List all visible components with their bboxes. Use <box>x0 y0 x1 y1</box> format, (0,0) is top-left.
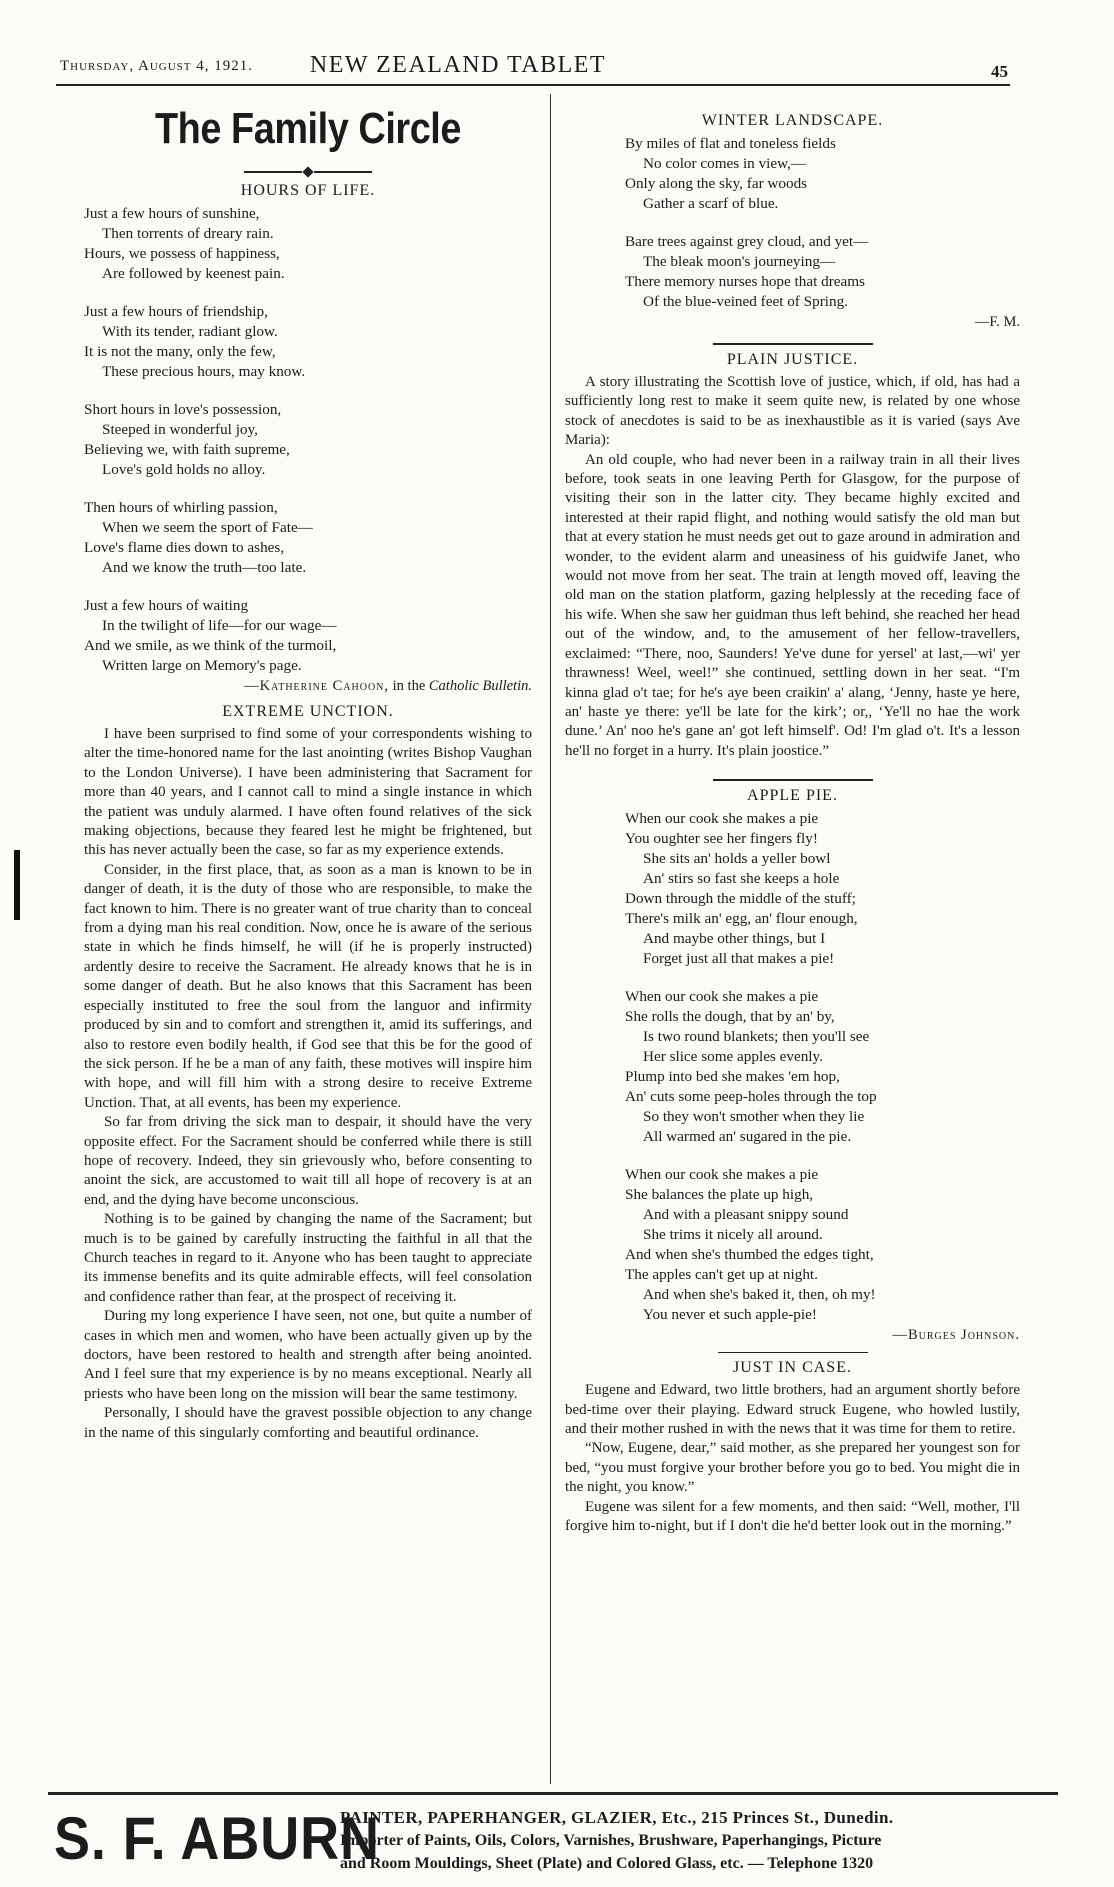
margin-mark <box>14 850 20 920</box>
paragraph: Eugene was silent for a few moments, and then said: “Well, mother, I'll forgive him to-night, but if I don't die he'd better look out in the morning.” <box>565 1498 1020 1534</box>
verse-line: Are followed by keenest pain. <box>102 265 285 282</box>
advertiser-name: S. F. ABURN <box>54 1805 380 1872</box>
verse-line: Then torrents of dreary rain. <box>102 225 274 242</box>
verse-line: Only along the sky, far woods <box>625 175 808 192</box>
verse-line: Believing we, with faith supreme, <box>84 441 290 458</box>
article-title: PLAIN JUSTICE. <box>726 351 859 368</box>
verse-line: These precious hours, may know. <box>102 363 306 380</box>
verse-line: When our cook she makes a pie <box>625 810 819 828</box>
stanza <box>84 302 532 382</box>
verse-line: In the twilight of life—for our wage— <box>102 617 337 634</box>
verse-line: All warmed an' sugared in the pie. <box>643 1128 852 1146</box>
ad-line: Importer of Paints, Oils, Colors, Varnishes, Brushware, Paperhangings, Picture <box>340 1832 882 1849</box>
verse-line: Love's flame dies down to ashes, <box>84 539 285 556</box>
verse-line: Gather a scarf of blue. <box>643 195 779 212</box>
poem-author: —Burges Johnson. <box>892 1327 1020 1344</box>
verse-line: She rolls the dough, that by an' by, <box>625 1008 835 1026</box>
article-plain-justice <box>565 351 1020 761</box>
stanza <box>84 596 532 676</box>
paragraph: A story illustrating the Scottish love of justice, which, if old, has had a sufficiently long rest to make it seem quite new, is related by one whose stock of anecdotes is said to be as inexhaustible as it is varied (says Ave Maria): <box>565 374 1020 449</box>
right-column <box>565 110 1020 1536</box>
verse-line: Just a few hours of friendship, <box>84 303 268 320</box>
poem-winter-landscape <box>565 112 1020 331</box>
paragraph: I have been surprised to find some of your correspondents wishing to alter the time-honored name for the last anointing (writes Bishop Vaughan to the London Universe). I have been administering that Sacrament for more than 40 years, and I cannot call to mind a single instance in which the patient was unduly alarmed. I have often found relatives of the sick making objections, because they feared lest he might be frightened, but this has never actually been the case, so far as my experience extends. <box>84 726 532 859</box>
verse-line: Written large on Memory's page. <box>102 657 302 674</box>
verse-line: When our cook she makes a pie <box>625 1166 819 1184</box>
poem-apple-pie <box>565 787 1020 1344</box>
verse-line: And maybe other things, but I <box>643 930 826 948</box>
paragraph: During my long experience I have seen, not one, but quite a number of cases in which men and women, who have been actually given up by the doctors, have been restored to health and strength after being anointed. And I feel sure that my experience is by no means exceptional. Nearly all priests who have been long on the mission will bear the same testimony. <box>84 1308 532 1402</box>
paragraph: “Now, Eugene, dear,” said mother, as she prepared her youngest son for bed, “you must forgive your brother before you go to bed. You might die in the night, you know.” <box>565 1440 1020 1496</box>
verse-line: When our cook she makes a pie <box>625 988 819 1006</box>
paragraph: Consider, in the first place, that, as soon as a man is known to be in danger of death, it is the duty of those who are responsible, to make the fact known to him. There is no greater want of true charity than to conceal from a dying man his real condition. Now, once he is aware of the serious state in which he finds himself, he will (if he is properly instructed) ardently desire to receive the Sacrament. He already knows that he is in some danger of death. But he also knows that this Sacrament has been especially instituted to free the soul from the languor and infirmity produced by sin and to comfort and strengthen it, amid its sufferings, and also to restore even bodily health, if God see that this be for the good of the sick person. If he be a man of any faith, these motives will inspire him with hope, and will fill him with a strong desire to receive Extreme Unction. That, at all events, has been my experience. <box>84 861 532 1111</box>
verse-line: Plump into bed she makes 'em hop, <box>625 1068 840 1086</box>
verse-line: Then hours of whirling passion, <box>84 499 278 516</box>
article-extreme-unction <box>84 703 532 1443</box>
section-divider <box>713 343 873 345</box>
page-header <box>48 48 1008 84</box>
poem-title: HOURS OF LIFE. <box>240 182 376 199</box>
poem-attribution <box>84 678 532 695</box>
article-title: JUST IN CASE. <box>733 1359 852 1377</box>
issue-date: Thursday, August 4, 1921. <box>60 58 253 74</box>
poem-body <box>565 809 1020 1325</box>
verse-line: There memory nurses hope that dreams <box>625 273 865 290</box>
poem-body <box>84 204 532 676</box>
verse-line: The bleak moon's journeying— <box>643 253 836 270</box>
article-just-in-case <box>565 1359 1020 1536</box>
verse-line: An' stirs so fast she keeps a hole <box>643 870 840 888</box>
verse-line: Down through the middle of the stuff; <box>625 890 856 908</box>
verse-line: Just a few hours of sunshine, <box>84 205 260 222</box>
poem-title: APPLE PIE. <box>747 787 838 805</box>
source-title: Catholic Bulletin. <box>428 678 532 694</box>
column-divider <box>550 94 551 1784</box>
verse-line: And when she's baked it, then, oh my! <box>643 1286 876 1304</box>
paragraph: Personally, I should have the gravest possible objection to any change in the name of this singularly comforting and beautiful ordinance. <box>84 1405 532 1441</box>
verse-line: Just a few hours of waiting <box>84 597 249 614</box>
verse-line: When we seem the sport of Fate— <box>102 519 313 536</box>
verse-line: Short hours in love's possession, <box>84 401 282 418</box>
verse-line: And with a pleasant snippy sound <box>643 1206 849 1224</box>
title-ornament <box>84 168 532 176</box>
poem-author: —Katherine Cahoon, <box>244 678 390 694</box>
stanza <box>84 400 532 480</box>
verse-line: By miles of flat and toneless fields <box>625 135 836 152</box>
verse-line: Of the blue-veined feet of Spring. <box>643 293 848 310</box>
source-prefix: in the <box>392 678 426 694</box>
verse-line: Is two round blankets; then you'll see <box>643 1028 870 1046</box>
poem-hours-of-life <box>84 182 532 695</box>
verse-line: With its tender, radiant glow. <box>102 323 278 340</box>
verse-line: And we smile, as we think of the turmoil, <box>84 637 337 654</box>
poem-title: WINTER LANDSCAPE. <box>701 112 884 129</box>
verse-line: Bare trees against grey cloud, and yet— <box>625 233 869 250</box>
verse-line: The apples can't get up at night. <box>625 1266 818 1284</box>
paragraph: Eugene and Edward, two little brothers, had an argument shortly before bed-time over their playing. Edward struck Eugene, who howled lustily, and their mother rushed in with the news that it was time for them to retire. <box>565 1382 1020 1437</box>
verse-line: She trims it nicely all around. <box>643 1226 823 1244</box>
verse-line: You never et such apple-pie! <box>643 1306 817 1324</box>
footer-rule <box>48 1792 1058 1795</box>
verse-line: Forget just all that makes a pie! <box>643 950 835 968</box>
stanza <box>625 134 1020 214</box>
verse-line: And we know the truth—too late. <box>102 559 307 576</box>
verse-line: It is not the many, only the few, <box>84 343 276 360</box>
verse-line: She balances the plate up high, <box>625 1186 814 1204</box>
poem-author: —F. M. <box>974 314 1020 330</box>
section-title: The Family Circle <box>154 104 462 153</box>
verse-line: Hours, we possess of happiness, <box>84 245 280 262</box>
verse-line: Steeped in wonderful joy, <box>102 421 258 438</box>
advertisement <box>40 1800 1060 1880</box>
stanza <box>84 498 532 578</box>
verse-line: So they won't smother when they lie <box>643 1108 865 1126</box>
header-rule <box>56 84 1010 86</box>
stanza <box>625 809 1020 969</box>
verse-line: Her slice some apples evenly. <box>643 1048 823 1066</box>
verse-line: She sits an' holds a yeller bowl <box>643 850 831 868</box>
stanza <box>625 1165 1020 1325</box>
left-column <box>84 98 532 1443</box>
ad-line: and Room Mouldings, Sheet (Plate) and Colored Glass, etc. — Telephone 1320 <box>340 1855 874 1872</box>
article-title: EXTREME UNCTION. <box>222 703 394 720</box>
page-number: 45 <box>991 62 1008 81</box>
stanza <box>625 232 1020 312</box>
section-divider <box>718 1352 868 1353</box>
poem-body <box>565 134 1020 312</box>
stanza <box>625 987 1020 1147</box>
stanza <box>84 204 532 284</box>
paragraph: Nothing is to be gained by changing the name of the Sacrament; but much is to be gained by carefully instructing the faithful in all that the Church teaches in regard to it. Anyone who has been taught to appreciate its immense benefits and its quite admirable effects, will feel consolation and confidence rather than fear, at the prospect of receiving it. <box>84 1211 532 1305</box>
verse-line: You oughter see her fingers fly! <box>625 830 818 848</box>
verse-line: No color comes in view,— <box>643 155 807 172</box>
section-divider <box>713 779 873 781</box>
verse-line: An' cuts some peep-holes through the top <box>625 1088 877 1106</box>
ad-line: PAINTER, PAPERHANGER, GLAZIER, Etc., 215 Princes St., Dunedin. <box>340 1808 894 1827</box>
paragraph: So far from driving the sick man to despair, it should have the very opposite effect. For the Sacrament should be conferred while there is still hope of recovery. Indeed, they sin grievously who, before consenting to anoint the sick, are accustomed to wait till all hope of recovery is at an end, and the dying have become unconscious. <box>84 1114 532 1208</box>
verse-line: And when she's thumbed the edges tight, <box>625 1246 874 1264</box>
verse-line: There's milk an' egg, an' flour enough, <box>625 910 858 928</box>
paragraph: An old couple, who had never been in a railway train in all their lives before, took seats in one leaving Perth for Glasgow, for the purpose of visiting their son in the latter city. They became highly excited and interested at their rapid flight, and nothing would satisfy the old man but that at every station he must needs get out to gaze around in admiration and wonder, to the evident alarm and uneasiness of his guidwife Janet, who would not move from her seat. The train at length moved off, leaving the old man on the station platform, gazing helplessly at the receding face of his wife. When she saw her guidman thus left behind, she reached her head out of the window, and, to the amusement of her fellow-travellers, exclaimed: “There, noo, Saunders! Ye've dune for yersel' at last,—wi' yer thrawness! Weel, weel!” she continued, settling down in her seat. “I'm kinna glad o't tae; for he's aye been craikin' a' alang, ‘Jenny, haste ye here, an' haste ye there: ye'll be late for the kirk’; or,, ‘Ye'll no hae the work dune.’ An' noo he's gane an' got left himself'. Od! I'm glad o't. It's a lesson he'll no forget in a hurry. It's plain joostice.” <box>565 451 1020 759</box>
verse-line: Love's gold holds no alloy. <box>102 461 266 478</box>
publication-title: NEW ZEALAND TABLET <box>309 52 607 78</box>
